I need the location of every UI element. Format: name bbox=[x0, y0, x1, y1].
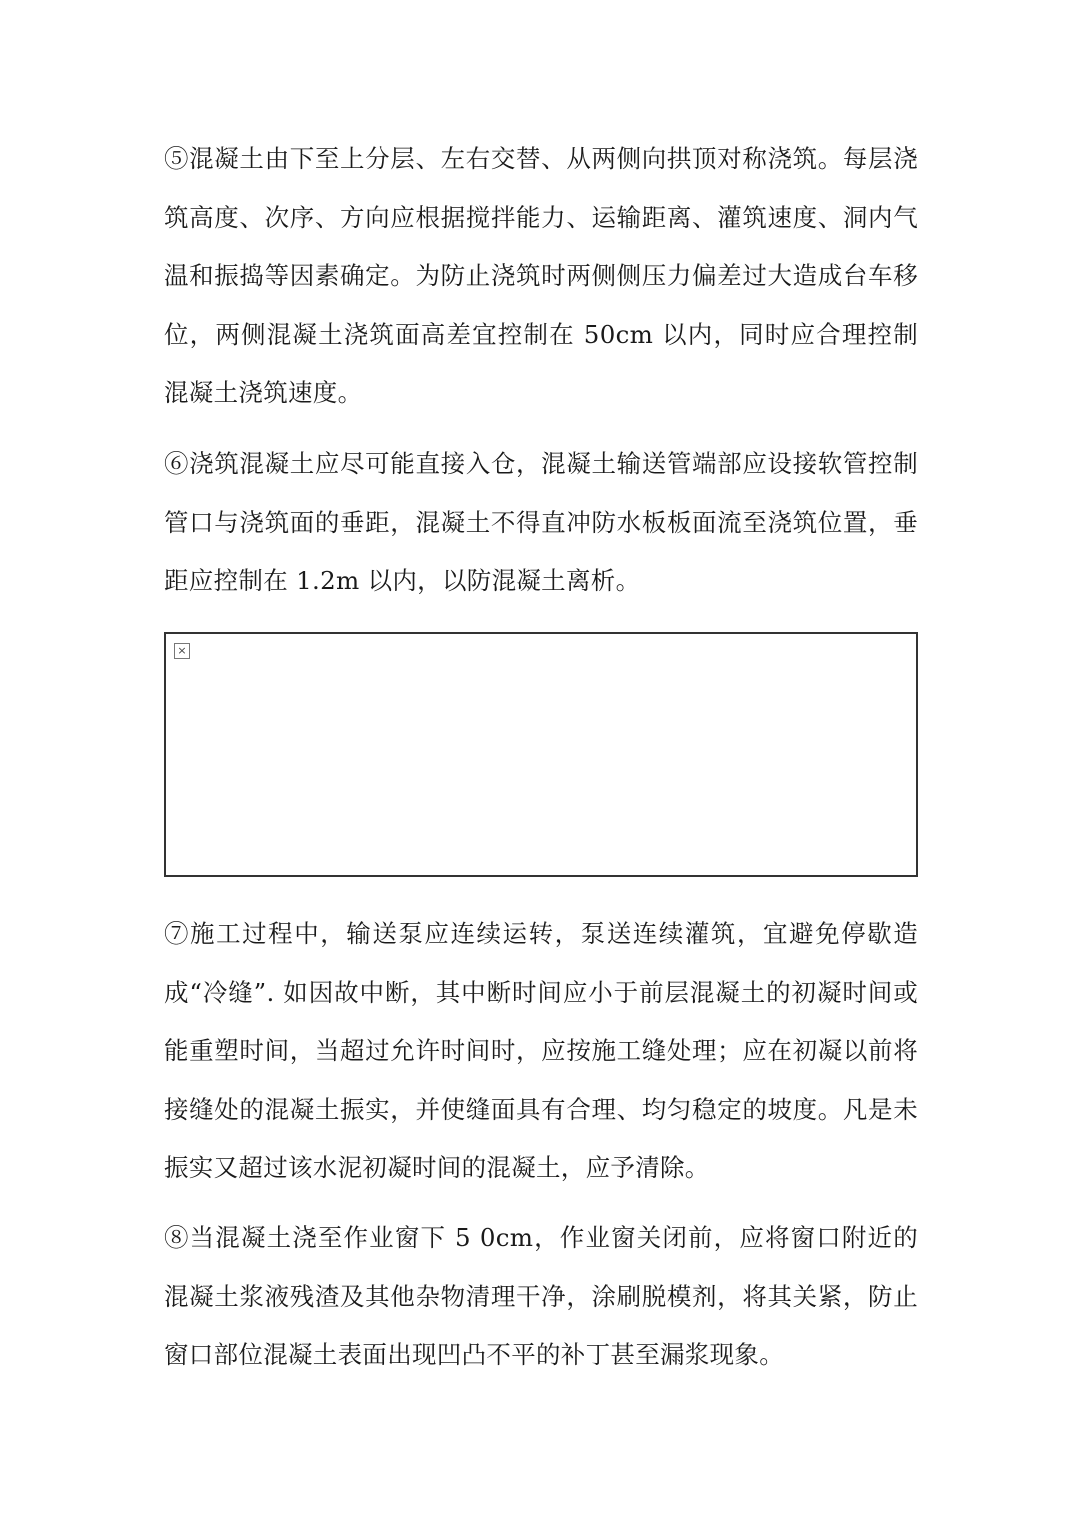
image-placeholder bbox=[164, 632, 918, 877]
broken-image-icon: × bbox=[174, 643, 190, 659]
paragraph-6: ⑥浇筑混凝土应尽可能直接入仓，混凝土输送管端部应设接软管控制管口与浇筑面的垂距，混凝土不得直冲防水板板面流至浇筑位置，垂距应控制在 1.2m 以内，以防混凝土离析。 bbox=[164, 449, 918, 595]
paragraph-8: ⑧当混凝土浇至作业窗下 5 0cm，作业窗关闭前，应将窗口附近的混凝土浆液残渣及其他杂物清理干净，涂刷脱模剂，将其关紧，防止窗口部位混凝土表面出现凹凸不平的补丁甚至漏浆现象。 bbox=[164, 1223, 918, 1369]
paragraph-7: ⑦施工过程中，输送泵应连续运转，泵送连续灌筑，宜避免停歇造成“冷缝”. 如因故中断，其中断时间应小于前层混凝土的初凝时间或能重塑时间，当超过允许时间时，应按施工缝处理；应在初凝以前将接缝处的混凝土振实，并使缝面具有合理、均匀稳定的坡度。凡是未振实又超过该水泥初凝时间的混凝土，应予清除。 bbox=[164, 919, 918, 1182]
paragraph-5: ⑤混凝土由下至上分层、左右交替、从两侧向拱顶对称浇筑。每层浇筑高度、次序、方向应根据搅拌能力、运输距离、灌筑速度、洞内气温和振捣等因素确定。为防止浇筑时两侧侧压力偏差过大造成台车移位，两侧混凝土浇筑面高差宜控制在 50cm 以内，同时应合理控制混凝土浇筑速度。 bbox=[164, 144, 918, 407]
